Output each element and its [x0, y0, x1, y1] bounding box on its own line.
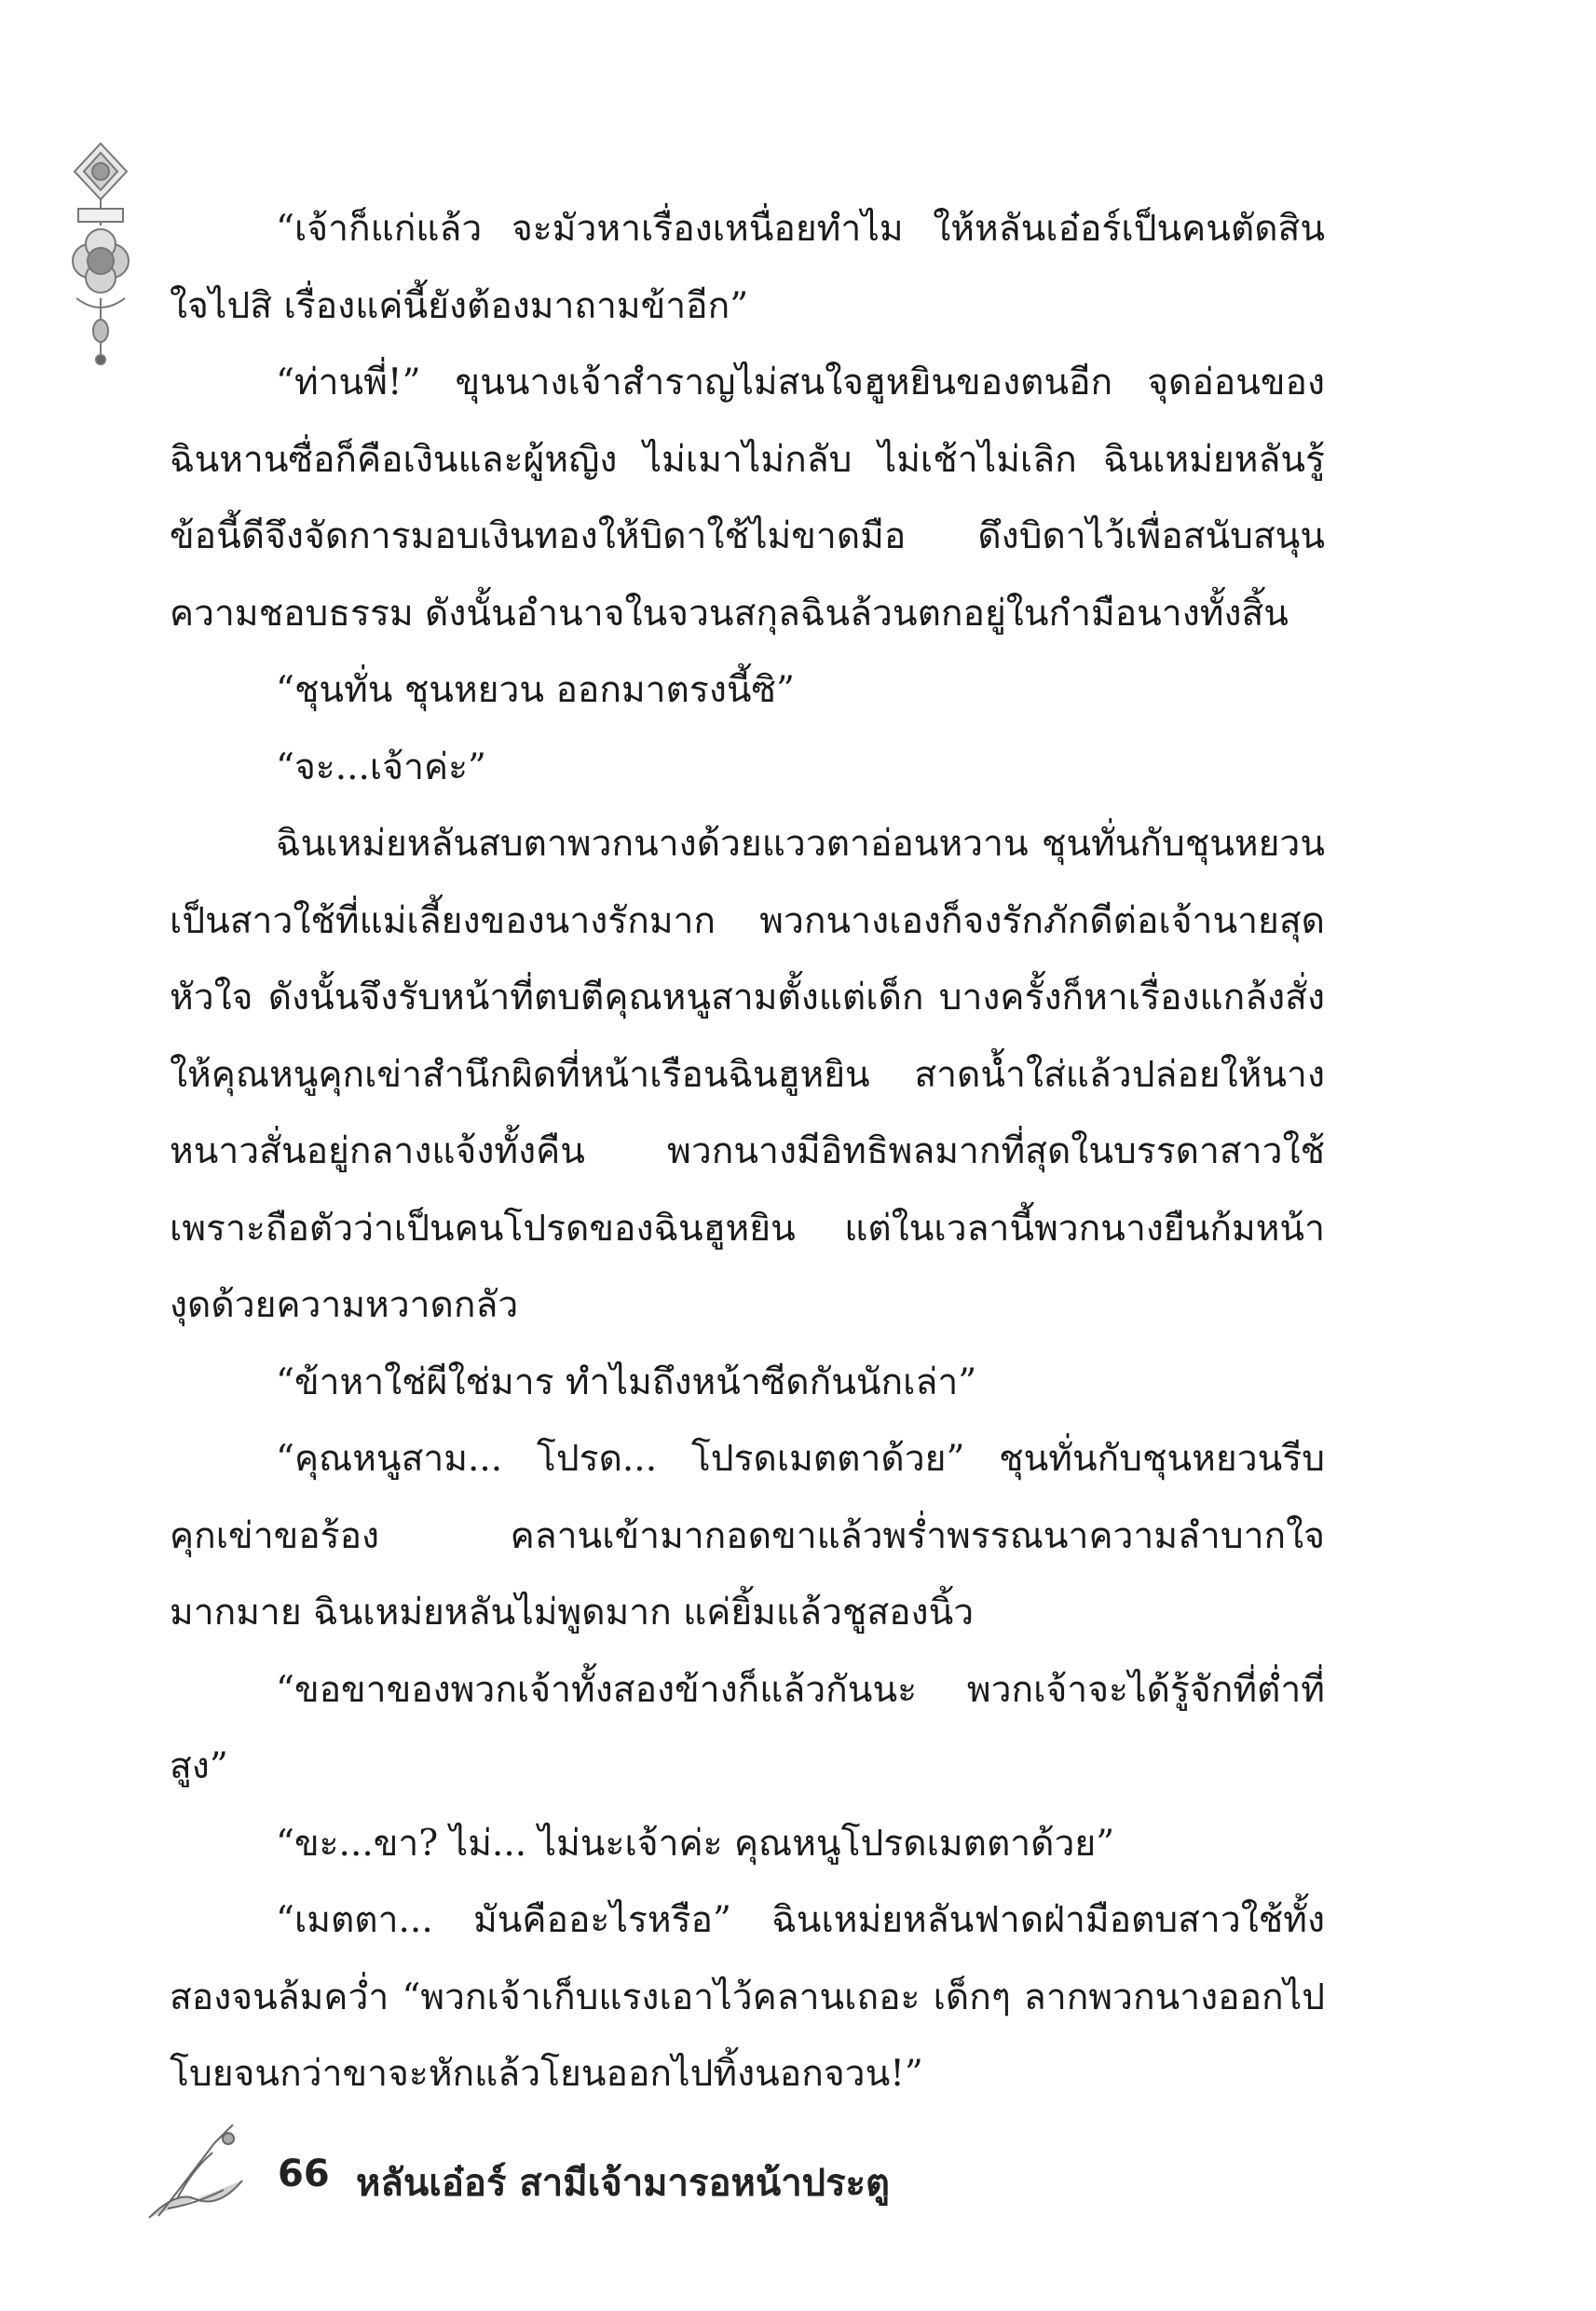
- paragraph: ฉินเหม่ยหลันสบตาพวกนางด้วยแววตาอ่อนหวาน ชุนทั่นกับชุนหยวนเป็นสาวใช้ที่แม่เลี้ยงของนางรักมาก พวกนางเองก็จงรักภักดีต่อเจ้านายสุดหัวใจ ดังนั้นจึงรับหน้าที่ตบตีคุณหนูสามตั้งแต่เด็ก บางครั้งก็หาเรื่องแกล้งสั่งให้คุณหนูคุกเข่าสำนึกผิดที่หน้าเรือนฉินฮูหยิน สาดน้ำใส่แล้วปล่อยให้นางหนาวสั่นอยู่กลางแจ้งทั้งคืน พวกนางมีอิทธิพลมากที่สุดในบรรดาสาวใช้เพราะถือตัวว่าเป็นคนโปรดของฉินฮูหยิน แต่ในเวลานี้พวกนางยืนก้มหน้างุดด้วยความหวาดกลัว: [170, 823, 1325, 1326]
- paragraph: “จะ...เจ้าค่ะ”: [276, 745, 486, 788]
- page-number: 66: [278, 2153, 330, 2195]
- paragraph: “ข้าหาใช่ผีใช่มาร ทำไมถึงหน้าซีดกันนักเล่า”: [276, 1361, 977, 1403]
- paragraph: “ขอขาของพวกเจ้าทั้งสองข้างก็แล้วกันนะ พวกเจ้าจะได้รู้จักที่ต่ำที่สูง”: [170, 1668, 1325, 1787]
- book-title: หลันเอ๋อร์ สามีเจ้ามารอหน้าประตู: [356, 2162, 891, 2205]
- feather-quill-icon: [140, 2115, 252, 2227]
- floral-lantern-ornament-icon: [63, 140, 138, 438]
- paragraph: “ชุนทั่น ชุนหยวน ออกมาตรงนี้ซิ”: [276, 669, 795, 711]
- paragraph: “เมตตา... มันคืออะไรหรือ” ฉินเหม่ยหลันฟาดฝ่ามือตบสาวใช้ทั้งสองจนล้มคว่ำ “พวกเจ้าเก็บแรงเอาไว้คลานเถอะ เด็กๆ ลากพวกนางออกไป โบยจนกว่าขาจะหักแล้วโยนออกไปทิ้งนอกจวน!”: [170, 1899, 1325, 2095]
- page-footer: [140, 2115, 978, 2236]
- paragraph: “ขะ...ขา? ไม่... ไม่นะเจ้าค่ะ คุณหนูโปรดเมตตาด้วย”: [276, 1822, 1115, 1865]
- body-text: [170, 191, 1325, 2113]
- paragraph: “คุณหนูสาม... โปรด... โปรดเมตตาด้วย” ชุนทั่นกับชุนหยวนรีบคุกเข่าขอร้อง คลานเข้ามากอดขาแล้วพร่ำพรรณนาความลำบากใจมากมาย ฉินเหม่ยหลันไม่พูดมาก แค่ยิ้มแล้วชูสองนิ้ว: [170, 1438, 1325, 1634]
- paragraph: “ท่านพี่!” ขุนนางเจ้าสำราญไม่สนใจฮูหยินของตนอีก จุดอ่อนของฉินหานซื่อก็คือเงินและผู้หญิง ไม่เมาไม่กลับ ไม่เช้าไม่เลิก ฉินเหม่ยหลันรู้ข้อนี้ดีจึงจัดการมอบเงินทองให้บิดาใช้ไม่ขาดมือ ดึงบิดาไว้เพื่อสนับสนุนความชอบธรรม ดังนั้นอำนาจในจวนสกุลฉินล้วนตกอยู่ในกำมือนางทั้งสิ้น: [170, 362, 1325, 635]
- paragraph: “เจ้าก็แก่แล้ว จะมัวหาเรื่องเหนื่อยทำไม ให้หลันเอ๋อร์เป็นคนตัดสินใจไปสิ เรื่องแค่นี้ยังต้องมาถามข้าอีก”: [170, 208, 1325, 327]
